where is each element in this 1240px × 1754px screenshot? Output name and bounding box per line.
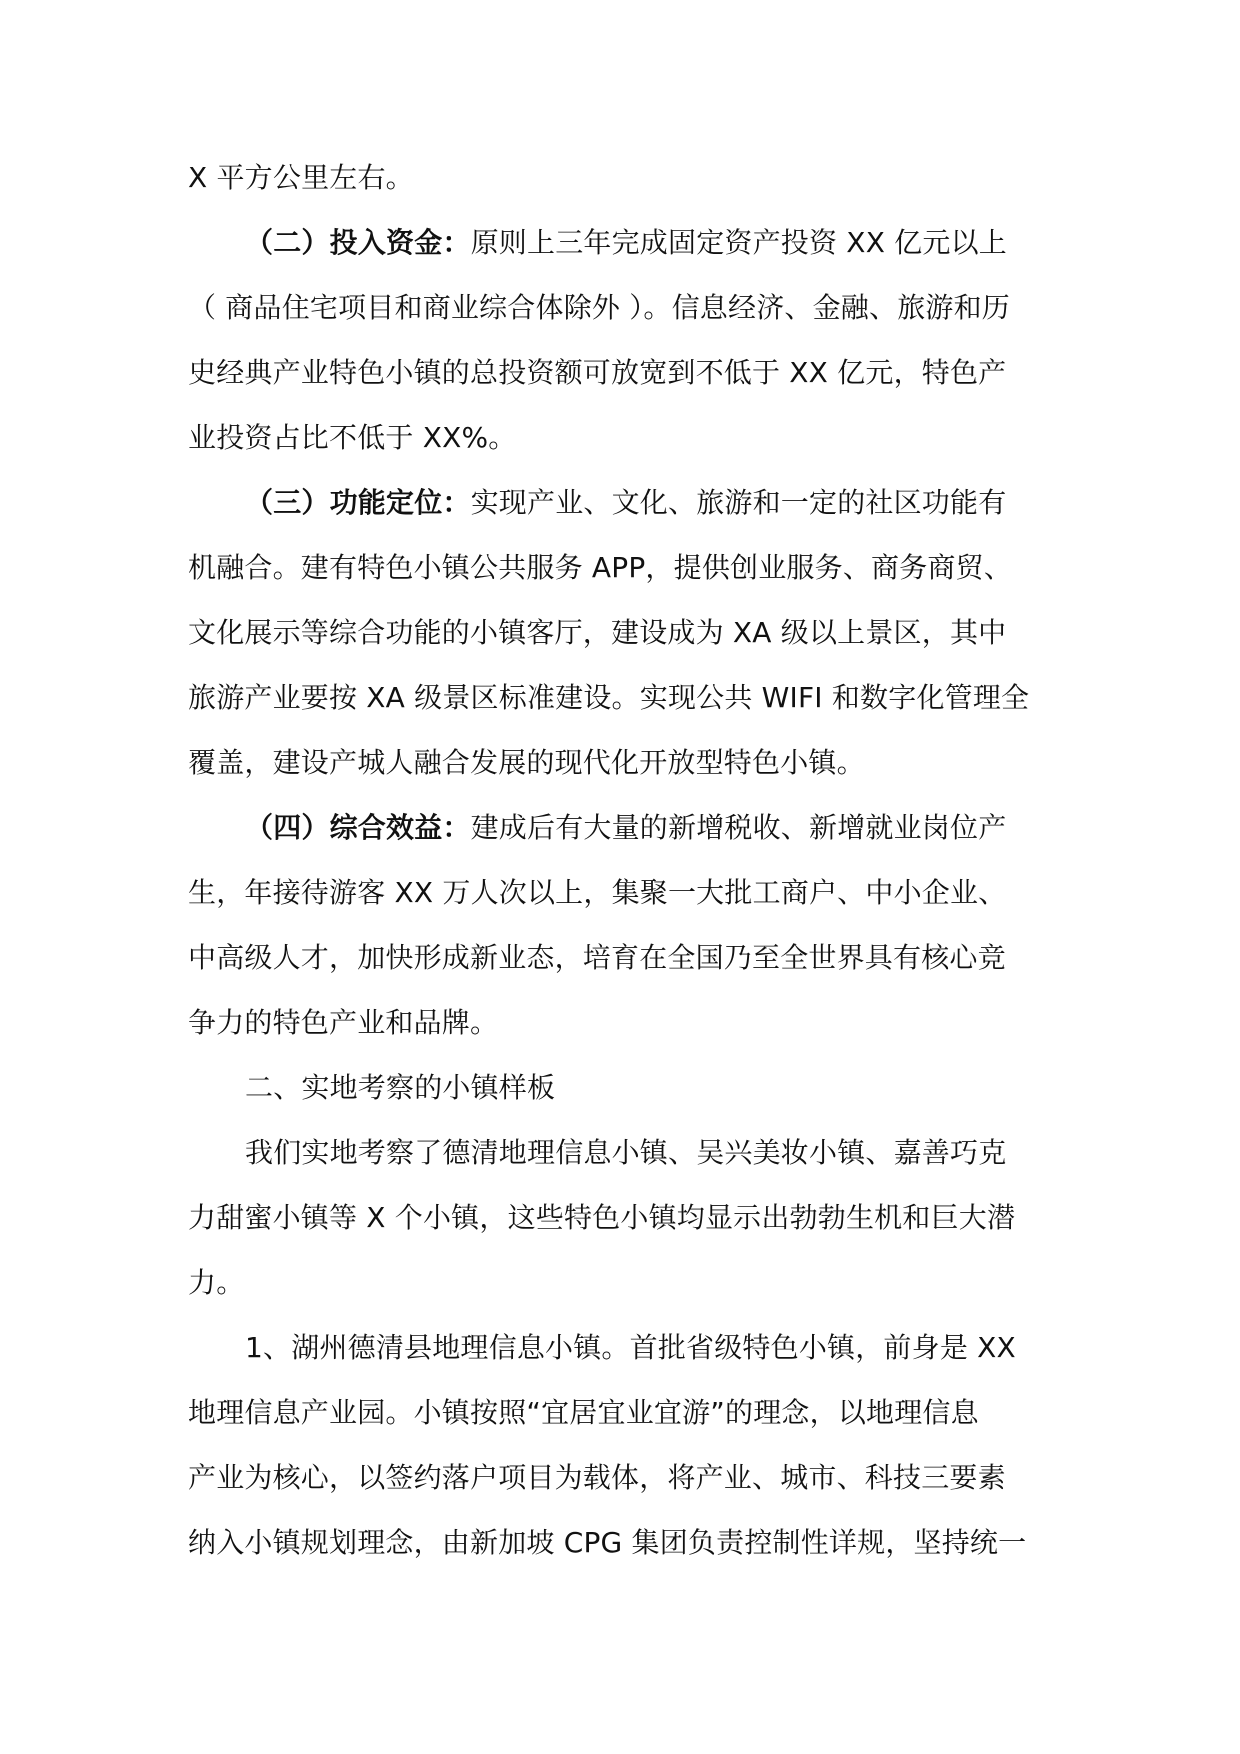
text-line: 产业为核心，以签约落户项目为载体，将产业、城市、科技三要素 <box>188 1461 1006 1494</box>
text-line: 史经典产业特色小镇的总投资额可放宽到不低于 XX 亿元，特色产 <box>188 356 1007 389</box>
section-text: 建成后有大量的新增税收、新增就业岗位产 <box>470 811 1007 844</box>
text-line: 文化展示等综合功能的小镇客厅，建设成为 XA 级以上景区，其中 <box>188 616 1007 649</box>
text-line: 纳入小镇规划理念，由新加坡 CPG 集团负责控制性详规，坚持统一 <box>188 1526 1027 1559</box>
text-line: 覆盖，建设产城人融合发展的现代化开放型特色小镇。 <box>188 746 865 779</box>
section-label: （三）功能定位： <box>245 486 471 519</box>
section-text: 实现产业、文化、旅游和一定的社区功能有 <box>470 486 1007 519</box>
text-line: 争力的特色产业和品牌。 <box>188 1006 499 1039</box>
body-text <box>188 145 1058 1575</box>
text-line: 生，年接待游客 XX 万人次以上，集聚一大批工商户、中小企业、 <box>188 876 1007 909</box>
section-heading: 二、实地考察的小镇样板 <box>245 1071 556 1104</box>
text-line: X 平方公里左右。 <box>188 161 414 194</box>
paragraph-first-line: 1、湖州德清县地理信息小镇。首批省级特色小镇，前身是 XX <box>245 1331 1016 1364</box>
section-label: （二）投入资金： <box>245 226 471 259</box>
paragraph-first-line: 我们实地考察了德清地理信息小镇、吴兴美妆小镇、嘉善巧克 <box>245 1136 1007 1169</box>
text-line: （ 商品住宅项目和商业综合体除外 ）。信息经济、金融、旅游和历 <box>188 291 1011 324</box>
section-label: （四）综合效益： <box>245 811 471 844</box>
text-line: 力。 <box>188 1266 245 1299</box>
text-line: 业投资占比不低于 XX%。 <box>188 421 517 454</box>
text-line: 旅游产业要按 XA 级景区标准建设。实现公共 WIFI 和数字化管理全 <box>188 681 1030 714</box>
text-line: 地理信息产业园。小镇按照“宜居宜业宜游”的理念，以地理信息 <box>188 1396 979 1429</box>
section-heading-function <box>188 470 1058 535</box>
section-heading-investment <box>188 210 1058 275</box>
section-heading-benefit <box>188 795 1058 860</box>
text-line: 机融合。建有特色小镇公共服务 APP，提供创业服务、商务商贸、 <box>188 551 1013 584</box>
text-line: 中高级人才，加快形成新业态，培育在全国乃至全世界具有核心竞 <box>188 941 1006 974</box>
section-text: 原则上三年完成固定资产投资 XX 亿元以上 <box>470 226 1007 259</box>
text-line: 力甜蜜小镇等 X 个小镇，这些特色小镇均显示出勃勃生机和巨大潜 <box>188 1201 1016 1234</box>
